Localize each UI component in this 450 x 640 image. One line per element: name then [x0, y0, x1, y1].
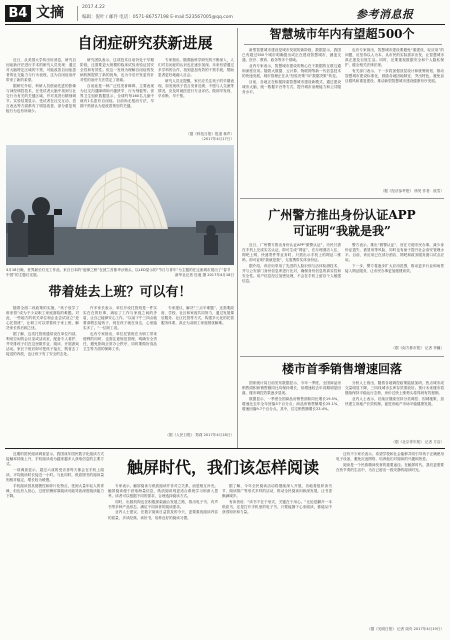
article-autism-signature-date: （2017年4月17日）	[200, 137, 234, 141]
divider-right-2	[240, 356, 444, 357]
headline-touchscreen-reading: 触屏时代，我们该怎样阅读	[126, 458, 319, 477]
article-smart-city-col1: 新型智慧城市建设是城市发展的新阶段，数据显示，我国已有超过500个城市明确提出或正在建设智慧城市，涵盖交通、医疗、教育、政务等多个领域。 业内专家表示，智慧城市建设的核心在于数据的互联互通和深度应用。随着大数据、云计算、物联网等新一代信息技术的快速发展，城市管理正在从“经验决策”向“数据决策”转变。 目前，各地正在积极探索智慧城市建设新模式，通过建设城市大脑、统一数据平台等方式，提升城市治理能力和公共服务水平。	[242, 48, 341, 94]
article-kids-col1: 随着全面二孩政策的实施，“孩子放学了谁来管”成为不少双职工家庭面临的难题。对此，一些地方的机关单位和企业尝试设立“爱心托管班”，让职工可以带着孩子来上班，解决家长的后顾之忧。 据了解，这类托管班通常设在单位内部，利用空闲的会议室或活动室，配备专人看护，并安排孩子们在这里做作业、阅读、开展游戏活动。家长下班后即可把孩子接走，既省去了接送的奔波，也让孩子有了安全的去处。	[6, 306, 79, 357]
photo-caption	[6, 268, 234, 278]
article-reading-col3: 据了解，今年全民阅读活动将继续深入开展，各地将组织读书节、阅读推广等形式多样的活动，推动全民阅读向纵深发展，让书香飘满城乡。 有读者说：“读书不在于形式，关键在于用心。”无论是翻开一本纸质书，还是打开手机里的电子书，只要能静下心来阅读，都能从中获得知识和力量。	[222, 484, 332, 514]
lower-section-rule	[5, 448, 445, 449]
section-name: 文摘	[36, 5, 64, 21]
article-police-col1: 近日，广州警方推出身份认证APP“微警认证”，市民只需在手机上完成实名认证，即可生成“网证”，在办理酒店入住、网吧上网、快递寄件等业务时，只需出示手机上的网证二维码，即可证明“我就是我”，无需携带实体身份证。 据介绍，该应用采用了先进的人脸识别与活体检测技术，并与公安部门身份信息库进行比对，确保身份信息的真实性和安全性。用户信息经过加密处理，不会在手机上留存个人敏感信息。	[242, 243, 341, 284]
article-police-col2: 警方表示，推出“微警认证”，旨在方便市民办事，减少身份证遗失、被冒用等风险，同时也有助于提升社会治安管理水平。目前，该应用已在部分酒店、网吧和政务服务窗口试点应用。 下一步，警方将逐步扩大应用范围，推动更多行业和场景接入网证服务，让市民办事更加便捷高效。	[345, 243, 444, 273]
masthead-date: 2017.4.22	[82, 5, 105, 10]
article-police-signature: （据《南方都市报》 记者 李巍）	[391, 346, 444, 350]
article-property-col2: 分析人士指出，随着各地调控政策陆续加码，热点城市成交量明显下降，三四线城市去库存效果较好。预计未来楼市将继续保持平稳运行态势，房价过快上涨势头将得到有效遏制。 业内人士表示，后续应继续坚持分类调控、因城施策，加快建立房地产长效机制，促进房地产市场平稳健康发展。	[345, 381, 444, 406]
article-autism-col2: 研究团队表示，这项技术目前仍处于早期阶段，还需要更大规模的临床试验来验证其安全性和有效性。但这一发现为理解自闭症的发病机制提供了新的视角，也为今后开发更有针对性的治疗方法奠定了基础。 自闭症是一种广泛性发育障碍，主要表现为社交沟通障碍和兴趣狭窄、行为刻板等。世界卫生组织数据显示，全球约每160名儿童中就有1名患有自闭症。目前尚无根治方法，早期干预被认为是改善预后的关键。	[80, 58, 154, 109]
smart-city-underline	[244, 44, 442, 45]
headline-smart-city: 智慧城市年内有望超500个	[269, 27, 415, 41]
vertical-column-rule	[237, 28, 238, 448]
headline-guangzhou-police: 广州警方推出身份认证APP	[268, 208, 416, 222]
divider-right-1	[240, 198, 444, 199]
article-autism-signature: （据《科技日报》报道 林声）	[186, 132, 234, 136]
headline-guangzhou-police-line2: 可证明“我就是我”	[293, 224, 391, 238]
headline-autism: 自闭症研究获新进展	[77, 34, 213, 52]
article-smart-city-col2: 也有专家指出，智慧城市建设要避免“重建设、轻应用”的问题，应坚持以人为本，从市民的实际需求出发，让智慧城市真正惠及百姓生活。同时，还要重视数据安全和个人隐私保护，健全相关法律法规。 有关部门表示，下一步将加强顶层设计和统筹规划，推动智慧城市建设标准化，鼓励各地因地制宜、突出特色，避免盲目跟风和重复建设，推动新型智慧城市建设健康有序发展。	[345, 48, 444, 84]
headline-property-market: 楼市首季销售增速回落	[281, 362, 402, 376]
photo-caption-text: 4月18日晚，世界最长灯光工作品，来自日本的“旋律之桥”在波兰首都华沙街头，以LED显示的“节日与青年”为主题的在这座城市展出了“春节中国”的主题灯光展。	[6, 268, 231, 278]
paper-name: 参考消息报	[356, 8, 414, 21]
article-reading-signature: （据《光明日报》 记者 周舟 2017年4月19日）	[367, 627, 444, 631]
photo-scene-illustration	[6, 145, 234, 265]
article-property-col1: 国家统计局日前发布数据显示，今年一季度，全国商品房销售面积和销售额同比均保持增长，但增速较去年同期明显回落，楼市调控效果逐步显现。 数据显示，一季度全国商品房销售面积同比增长19.5%，增速比去年全年回落3个百分点；商品房销售额增长25.1%，增速回落9.7个百分点。其中，住宅销售额增长23.4%。	[242, 381, 341, 411]
section-code: B4	[8, 6, 28, 21]
article-reading-col1: 近期的国民阅读调查显示，我国成年国民数字化阅读方式接触率持续上升，手机阅读成为越来越多人获取信息的主要方式。 一项调查显示，超过六成的受访者每天都会在手机上阅读，平均阅读时长接近一小时。与此同时，纸质图书的阅读量则相对稳定，增长较为缓慢。 手机阅读因其便捷性和碎片化特点，受到大量年轻人的青睐，但也有人担心，过度依赖屏幕阅读可能导致深度阅读能力下降。	[6, 452, 104, 498]
article-kids-signature: （据《人民日报》 郑莉 2017年4月18日）	[165, 433, 234, 437]
article-reading-col2: 专家表示，触屏阅读与纸质阅读并非对立关系，而是相互补充。触屏阅读便于获取海量信息，纸质阅读则更适合系统学习和深入思考。读者可以根据不同的需求，合理选择阅读方式。 同时，出版机构也在积极探索融合发展之路，推出电子书、有声书等多种产品形态，满足不同读者的阅读需求。 业内人士建议，在数字阅读日益普及的今天，更要重视阅读内容的质量，多读经典、读好书，培养良好的阅读习惯。	[108, 484, 218, 520]
headline-kids-at-work: 带着娃去上班？可以有！	[48, 285, 192, 300]
section-badge	[5, 5, 31, 22]
article-property-signature: （据《北京青年报》 记者 方洁）	[391, 440, 444, 444]
article-kids-col3: 专家建议，解决“三点半难题”，还需要政府、学校、社区和家庭共同努力，通过发展课后服务、社区托管等方式，构建多元化的托管服务体系，真正为双职工家庭排忧解难。	[161, 306, 234, 326]
article-kids-col2: 许多家长表示，单位开设托管班是一件实实在在的好事，减轻了工作与家庭之间的矛盾，让自己能够安心工作。“以前下午三四点就要请假去接孩子，现在孩子就在身边，心里踏实多了。”一位职工说。 也有专家指出，单位托管班在为职工带来便利的同时，也需注意规范管理，明确安全责任，避免影响正常办公秩序，同时要做好食品卫生等方面的保障工作。	[83, 306, 157, 352]
photo-credit: 新华社记者 杜迪 摄 2017年4月18日	[175, 273, 234, 278]
news-photo	[6, 145, 234, 265]
article-reading-col4: 还有不少家长表示，希望学校和社会能够共同引导孩子正确使用电子设备，避免沉迷网络，培养他们对阅读的兴趣和热爱。 阅读是一个民族精神发育的重要途径。在触屏时代，我们更需要在快节奏的生活中，为自己留出一段安静的阅读时光。	[336, 452, 444, 472]
article-smart-city-signature: （据《经济参考报》 徐昊 作者：欧雪）	[380, 189, 444, 193]
masthead-divider	[77, 6, 78, 21]
article-autism-col1: 近日，从美国大学传出好消息，研究自闭症新疗法进行手术的研究人员发现：通过对大脑特定区域的干预，可能改善自闭症患者的社交能力与行为表现，这为自闭症治疗带来了新的希望。 据研究介绍，科研人员借助先进的影像与神经调控技术，在受试者大脑中找到与社交行为有关的关键区域，并对其进行精细调节。实验结果显示，受试者在社交互动、语言表达等方面都有了明显改善，部分重复刻板行为也有所减少。	[6, 58, 76, 114]
masthead-editor-line: 编辑：倪叶 / 邮件 电话：0571-86757198 E-mail:523567005@qq.com	[82, 15, 233, 20]
masthead-rule	[5, 24, 445, 25]
article-autism-col3: 专家指出，随着脑科学研究的不断深入，人们对自闭症的认识也在逐步加深。未来有望通过多学科的合作，找到更加有效的干预手段，帮助患者更好地融入社会。 研究人员还提醒，家长应关注孩子的早期表现，如发现孩子语言发育迟缓、不愿与人交流等情况，应及时就医进行专业评估，做到早发现、早诊断、早干预。	[158, 58, 234, 99]
